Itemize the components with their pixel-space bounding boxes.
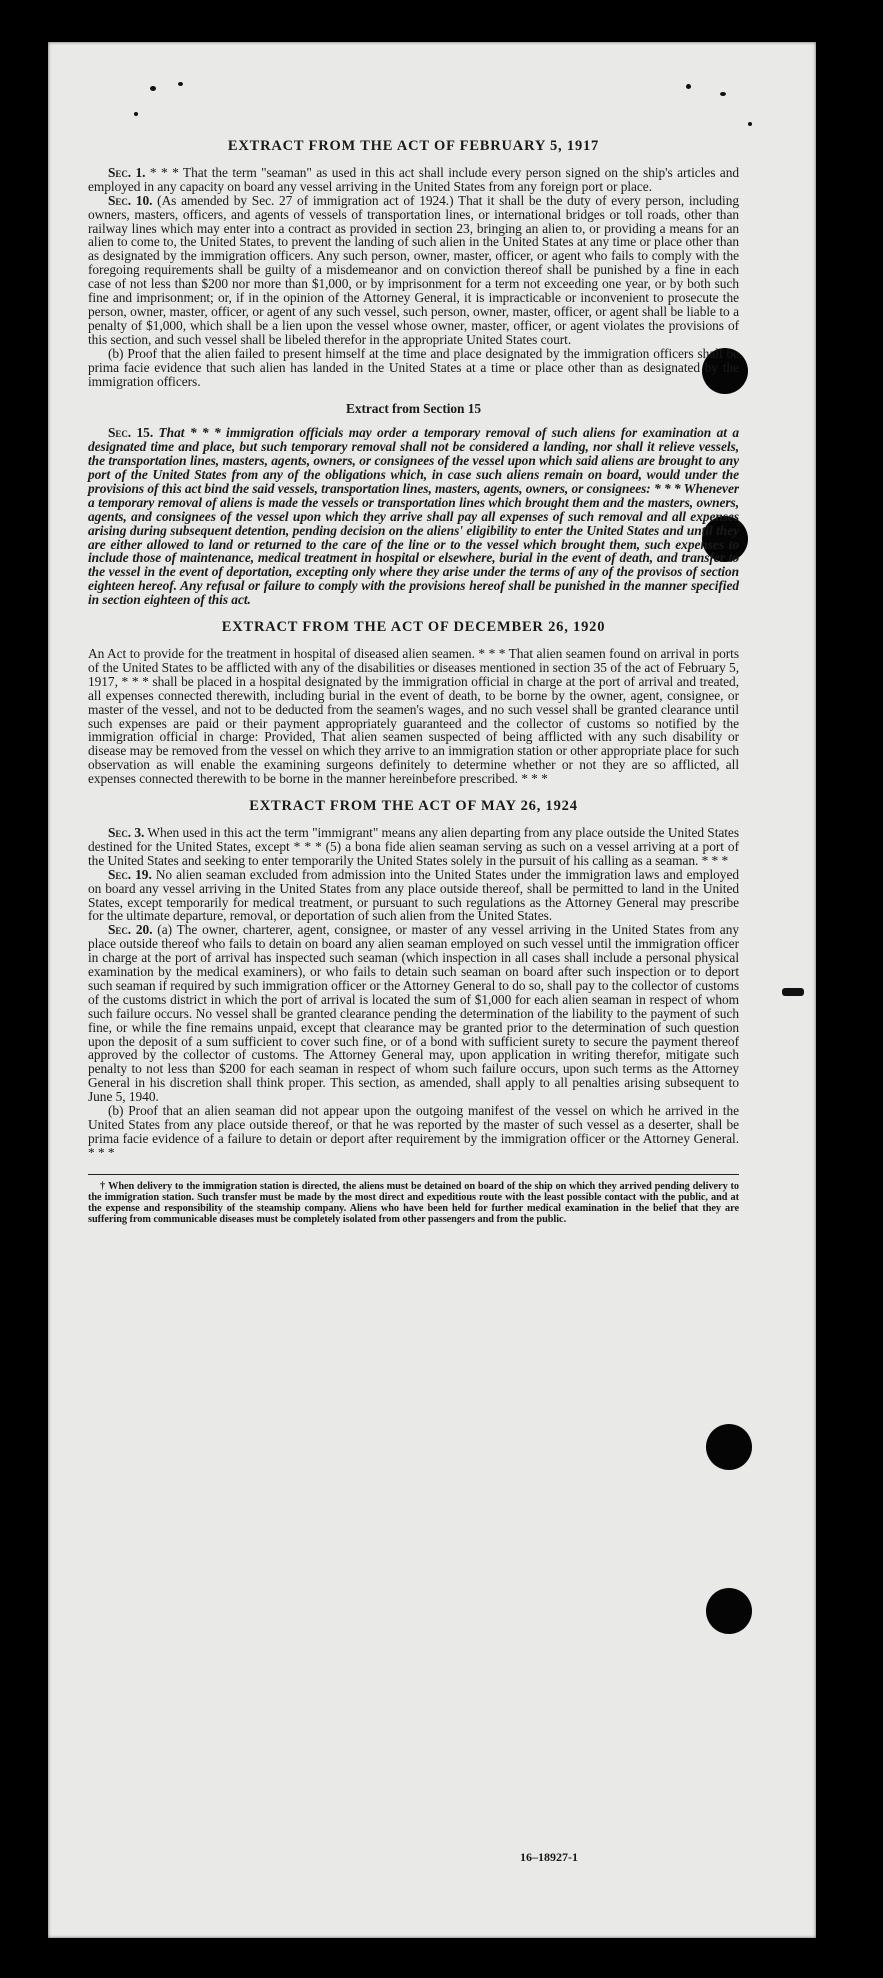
paragraph bbox=[88, 194, 739, 347]
ink-speck bbox=[686, 84, 691, 89]
ink-speck bbox=[748, 122, 752, 126]
paragraph-text: (b) Proof that an alien seaman did not appear upon the outgoing manifest of the vessel on which he arrived in the United States from any place outside thereof, or that he was reported by the master of such vessel as a deserter, shall be prima facie evidence of a failure to detain or deport after requirement by the immigration officer or the Attorney General. * * * bbox=[88, 1103, 739, 1160]
paragraph bbox=[88, 868, 739, 924]
paragraph bbox=[88, 826, 739, 868]
ink-speck bbox=[134, 112, 138, 116]
ink-speck bbox=[782, 988, 804, 996]
paragraph bbox=[88, 647, 739, 786]
paragraph-text: (a) The owner, charterer, agent, consignee, or master of any vessel arriving in the United States from any place outside thereof who fails to detain on board any alien seaman employed on such vessel until the immigration officer in charge at the port of arrival has inspected such seaman (which inspection in all cases shall include a personal physical examination by the medical examiners), or who fails to detain such seaman on board after such inspection or to deport such seaman if required by such immigration officer or the Attorney General to do so, shall pay to the collector of customs of the customs district in which the port of arrival is located the sum of $1,000 for each alien seaman in respect of whom such failure occurs. No vessel shall be granted clearance pending the determination of the liability to the payment of such fine, or while the fine remains unpaid, except that clearance may be granted prior to the determination of such question upon the deposit of a sum sufficient to cover such fine, or of a bond with sufficient surety to secure the payment thereof approved by the collector of customs. The Attorney General may, upon application in writing therefor, mitigate such penalty to not less than $200 for each seaman in respect of whom such failure occurs, upon such terms as the Attorney General in his discretion shall think proper. This section, as amended, shall apply to all penalties arising subsequent to June 5, 1940. bbox=[88, 922, 739, 1105]
act-1924 bbox=[88, 800, 739, 1160]
punch-hole bbox=[706, 1588, 752, 1634]
paragraph bbox=[88, 1104, 739, 1160]
act-1920 bbox=[88, 621, 739, 786]
footnote-divider bbox=[88, 1174, 739, 1175]
section-heading: EXTRACT FROM THE ACT OF DECEMBER 26, 1920 bbox=[221, 619, 606, 636]
ink-speck bbox=[178, 82, 183, 86]
section-label: Sec. 20. bbox=[108, 922, 153, 938]
paragraph bbox=[88, 923, 739, 1104]
section-label: Sec. 15. bbox=[108, 425, 154, 441]
subheading: Extract from Section 15 bbox=[345, 401, 482, 417]
paragraph-text: No alien seaman excluded from admission into the United States under the immigration laws and employed on board any vessel arriving in the United States from any place outside thereof, shall be permitted to land in the United States, except temporarily for medical treatment, or pursuant to such regulations as the Attorney General may prescribe for the ultimate departure, removal, or deportation of such alien from the United States. bbox=[88, 866, 739, 924]
section-heading: EXTRACT FROM THE ACT OF FEBRUARY 5, 1917 bbox=[227, 138, 600, 154]
paragraph-text: (As amended by Sec. 27 of immigration act of 1924.) That it shall be the duty of every person, including owners, masters, officers, and agents of vessels of transportation lines, or international bridges or toll roads, other than railway lines which may enter into a contract as provided in section 23, bringing an alien to, or providing a means for an alien to come to, the United States, to prevent the landing of such alien in the United States at any time or place other than as designated by the immigration officers. Any such person, owner, master, officer, or agent who fails to comply with the foregoing requirements shall be guilty of a misdemeanor and on conviction thereof shall be punished by a fine in each case of not less than $200 nor more than $1,000, or by imprisonment for a term not exceeding one year, or by both such fine and imprisonment; or, if in the opinion of the Attorney General, it is impracticable or inconvenient to prosecute the person, owner, master, officer, or agent of any such vessel, such person, owner, master, officer, or agent shall be liable to a penalty of $1,000, which shall be a lien upon the vessel whose owner, master, officer, or agent violates the provisions of this section, and such vessel shall be libeled therefor in the appropriate United States court. bbox=[88, 192, 739, 347]
form-code: 16–18927-1 bbox=[520, 1850, 578, 1864]
section-label: Sec. 1. bbox=[108, 164, 146, 180]
section-label: Sec. 3. bbox=[108, 824, 145, 840]
paragraph-text: An Act to provide for the treatment in hospital of diseased alien seamen. * * * That alien seamen found on arrival in ports of the United States to be afflicted with any of the disabilities or diseases mentioned in section 35 of the act of February 5, 1917, * * * shall be placed in a hospital designated by the immigration official in charge at the port of arrival and treated, all expenses connected therewith, including burial in the event of death, to be borne by the owner, agent, consignee, or master of the vessel, and not to be deducted from the seamen's wages, and no such vessel shall be granted clearance until such expenses are paid or their payment appropriately guaranteed and the collector of customs so notified by the immigration official in charge: Provided, That alien seamen suspected of being afflicted with any such disability or disease may be removed from the vessel on which they arrive to an immigration station or other appropriate place for such observation as will enable the examining surgeons definitely to determine whether or not they are so afflicted, all expenses connected therewith to be borne in the manner hereinbefore prescribed. * * * bbox=[88, 646, 739, 787]
footnote-text: † When delivery to the immigration station is directed, the aliens must be detained on board of the ship on which they arrived pending delivery to the immigration station. Such transfer must be made by the most direct and expeditious route with the least possible contact with the public, and at the expense and responsibility of the steamship company. Aliens who have been held for further medical examination in the belief that they are suffering from communicable diseases must be completely isolated from other passengers and from the public. bbox=[88, 1180, 739, 1226]
paragraph-text: When used in this act the term "immigrant" means any alien departing from any place outside the United States destined for the United States, except * * * (5) a bona fide alien seaman serving as such on a vessel arriving at a port of the United States and seeking to enter temporarily the United States solely in the pursuit of his calling as a seaman. * * * bbox=[88, 824, 739, 868]
ink-speck bbox=[720, 92, 726, 96]
paragraph-text: (b) Proof that the alien failed to present himself at the time and place designated by the immigration officers shall be prima facie evidence that such alien has landed in the United States at a time or place other than as designated by the immigration officers. bbox=[88, 345, 739, 389]
section-heading: EXTRACT FROM THE ACT OF MAY 26, 1924 bbox=[249, 798, 578, 815]
paragraph-text: * * * That the term "seaman" as used in this act shall include every person signed on the ship's articles and employed in any capacity on board any vessel arriving in the United States from any foreign port or place. bbox=[88, 164, 739, 194]
footnote bbox=[88, 1181, 739, 1226]
paragraph-text: That * * * immigration officials may order a temporary removal of such aliens for examination at a designated time and place, but such temporary removal shall not be considered a landing, nor shall it relieve vessels, the transportation lines, masters, agents, owners, or consignees of the vessel upon which said aliens are brought to any port of the United States from any of the obligations which, in case such aliens remain on board, would under the provisions of this act bind the said vessels, transportation lines, masters, agents, owners, or consignees: * * * Whenever a temporary removal of aliens is made the vessels or transportation lines which brought them and the masters, owners, agents, and consignees of the vessel upon which they arrive shall pay all expenses of such removal and all expenses arising during subsequent detention, pending decision on the aliens' eligibility to enter the United States and until they are either allowed to land or returned to the care of the line or to the vessel which brought them, such expenses to include those of maintenance, medical treatment in hospital or elsewhere, burial in the event of death, and transfer to the vessel in the event of deportation, excepting only where they arise under the terms of any of the provisos of section eighteen hereof. Any refusal or failure to comply with the provisions hereof shall be punished in the manner specified in section eighteen of this act. bbox=[88, 425, 740, 608]
act-1917 bbox=[88, 140, 739, 388]
paragraph bbox=[88, 426, 739, 607]
section-label: Sec. 10. bbox=[108, 192, 153, 208]
paragraph bbox=[88, 166, 739, 194]
punch-hole bbox=[706, 1424, 752, 1470]
section-label: Sec. 19. bbox=[108, 866, 152, 882]
ink-speck bbox=[150, 86, 156, 91]
section-15-extract bbox=[88, 402, 739, 607]
document-text bbox=[88, 140, 739, 1226]
paragraph bbox=[88, 347, 739, 389]
